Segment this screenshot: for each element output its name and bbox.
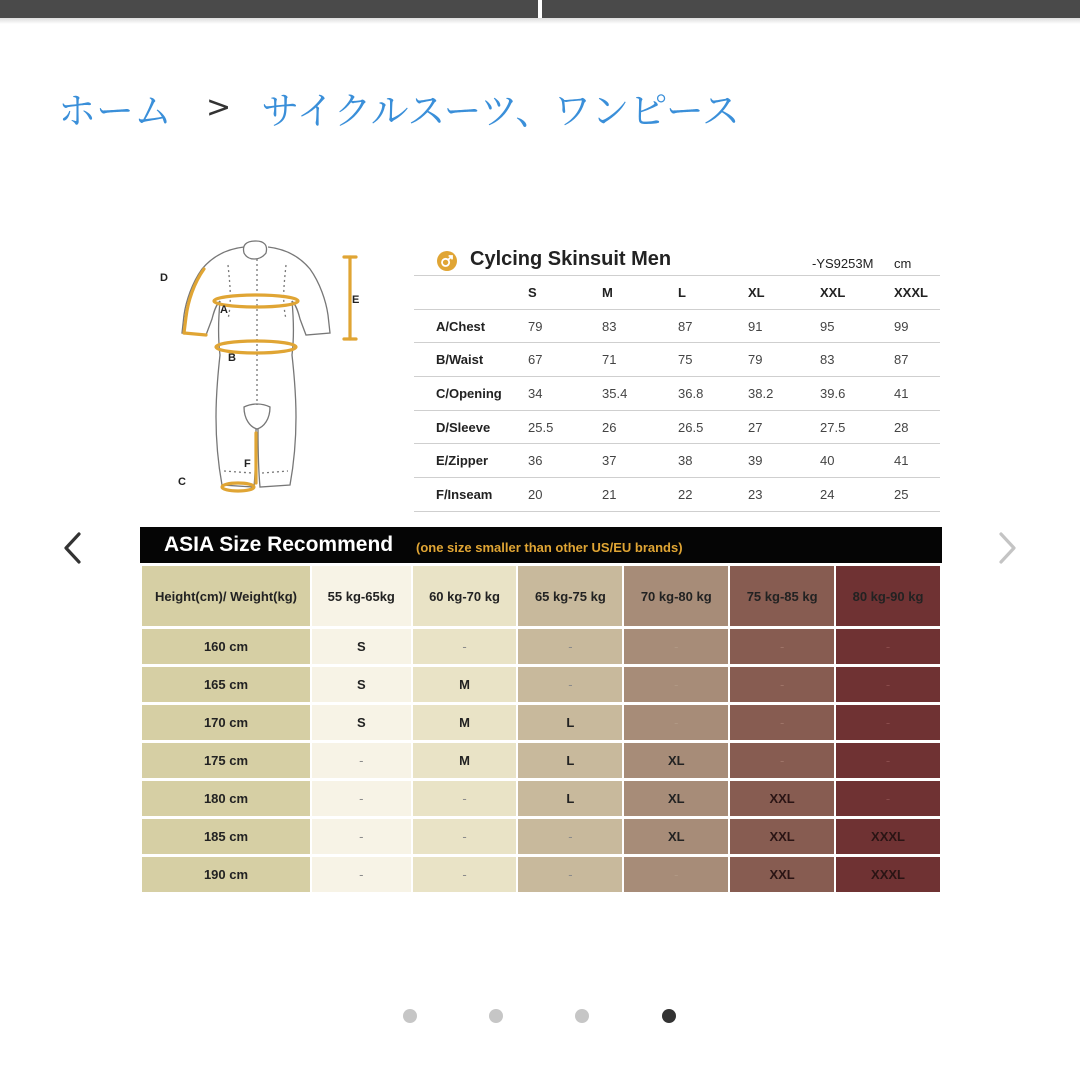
top-bar <box>0 0 1080 18</box>
asia-size-empty: - <box>359 829 364 844</box>
asia-size-cell <box>518 743 622 778</box>
asia-size-value: L <box>566 753 575 768</box>
asia-size-cell <box>312 857 411 892</box>
asia-size-cell <box>518 667 622 702</box>
spec-value: 71 <box>602 343 678 377</box>
spec-value: 79 <box>528 309 602 343</box>
label-c: C <box>178 476 186 488</box>
asia-size-cell <box>413 857 517 892</box>
spec-value: 41 <box>894 377 940 411</box>
asia-size-value: XXL <box>769 791 795 806</box>
asia-size-cell <box>836 629 940 664</box>
spec-header <box>414 235 942 275</box>
spec-row-label: A/Chest <box>414 309 528 343</box>
asia-size-empty: - <box>674 715 679 730</box>
skinsuit-measurement-diagram <box>158 235 368 503</box>
spec-value: 95 <box>820 309 894 343</box>
asia-height-cell: 170 cm <box>142 705 310 740</box>
spec-value: 36.8 <box>678 377 748 411</box>
asia-height-cell: 180 cm <box>142 781 310 816</box>
breadcrumb-category-link[interactable]: サイクルスーツ、ワンピース <box>261 88 740 133</box>
spec-row-label: F/Inseam <box>414 478 528 512</box>
asia-row <box>142 819 940 854</box>
spec-header-row <box>414 276 940 310</box>
asia-height-cell: 185 cm <box>142 819 310 854</box>
spec-row-label: D/Sleeve <box>414 410 528 444</box>
asia-size-cell <box>413 629 517 664</box>
asia-size-cell <box>413 819 517 854</box>
asia-height-cell: 165 cm <box>142 667 310 702</box>
asia-size-empty: - <box>674 867 679 882</box>
asia-size-value: M <box>459 715 470 730</box>
spec-value: 83 <box>602 309 678 343</box>
asia-size-empty: - <box>359 753 364 768</box>
spec-product-code: -YS9253M <box>812 256 874 271</box>
asia-size-value: S <box>356 715 366 730</box>
spec-value: 37 <box>602 444 678 478</box>
spec-row <box>414 410 940 444</box>
asia-size-empty: - <box>568 867 573 882</box>
asia-size-cell <box>836 743 940 778</box>
spec-size-header: XXL <box>820 276 894 310</box>
asia-size-value: S <box>356 639 366 654</box>
spec-value: 36 <box>528 444 602 478</box>
spec-value: 28 <box>894 410 940 444</box>
asia-height-cell: 160 cm <box>142 629 310 664</box>
asia-size-value: L <box>566 791 575 806</box>
spec-value: 26.5 <box>678 410 748 444</box>
asia-corner-cell: Height(cm)/ Weight(kg) <box>142 566 310 626</box>
label-b: B <box>228 352 236 364</box>
asia-size-value: XXL <box>769 829 795 844</box>
asia-size-cell <box>730 705 834 740</box>
asia-size-empty: - <box>674 639 679 654</box>
asia-size-value: XXXL <box>871 867 906 882</box>
asia-size-cell <box>312 781 411 816</box>
asia-size-empty: - <box>885 753 891 768</box>
asia-row <box>142 857 940 892</box>
asia-size-banner <box>140 527 942 563</box>
spec-value: 24 <box>820 478 894 512</box>
spec-row-label: C/Opening <box>414 377 528 411</box>
asia-size-empty: - <box>885 677 891 692</box>
spec-value: 41 <box>894 444 940 478</box>
spec-size-header: XL <box>748 276 820 310</box>
spec-measurement-table <box>414 275 940 512</box>
asia-header-row <box>142 566 940 626</box>
asia-size-empty: - <box>568 829 573 844</box>
asia-size-cell <box>730 667 834 702</box>
spec-value: 67 <box>528 343 602 377</box>
label-a: A <box>220 304 228 316</box>
asia-size-cell <box>624 629 728 664</box>
asia-size-value: XL <box>667 753 685 768</box>
asia-size-cell <box>624 667 728 702</box>
asia-size-value: XXL <box>769 867 795 882</box>
spec-value: 91 <box>748 309 820 343</box>
asia-size-title: ASIA Size Recommend <box>164 533 394 556</box>
spec-row <box>414 444 940 478</box>
asia-size-cell <box>730 743 834 778</box>
spec-value: 40 <box>820 444 894 478</box>
asia-size-cell <box>312 629 411 664</box>
spec-title: Cylcing Skinsuit Men <box>470 248 672 270</box>
carousel-dot[interactable] <box>489 1009 503 1023</box>
carousel-dot[interactable] <box>403 1009 417 1023</box>
asia-size-cell <box>413 781 517 816</box>
asia-size-empty: - <box>568 677 573 692</box>
skinsuit-outline <box>158 235 368 503</box>
asia-size-cell <box>836 819 940 854</box>
spec-size-header: M <box>602 276 678 310</box>
spec-row-label: B/Waist <box>414 343 528 377</box>
asia-size-cell <box>518 857 622 892</box>
asia-size-cell <box>413 667 517 702</box>
spec-row <box>414 478 940 512</box>
asia-size-empty: - <box>779 677 785 692</box>
spec-value: 25.5 <box>528 410 602 444</box>
asia-size-cell <box>518 629 622 664</box>
asia-size-empty: - <box>359 867 364 882</box>
spec-value: 75 <box>678 343 748 377</box>
spec-value: 20 <box>528 478 602 512</box>
carousel-prev-button[interactable] <box>52 524 92 572</box>
spec-value: 99 <box>894 309 940 343</box>
spec-value: 39.6 <box>820 377 894 411</box>
asia-size-cell <box>624 781 728 816</box>
asia-row <box>142 629 940 664</box>
male-symbol-icon <box>436 250 458 272</box>
asia-size-cell <box>312 667 411 702</box>
asia-row <box>142 705 940 740</box>
spec-value: 34 <box>528 377 602 411</box>
asia-size-cell <box>836 667 940 702</box>
asia-size-empty: - <box>462 791 467 806</box>
carousel-dot[interactable] <box>575 1009 589 1023</box>
asia-weight-header: 80 kg-90 kg <box>836 566 940 626</box>
spec-row <box>414 377 940 411</box>
spec-value: 21 <box>602 478 678 512</box>
spec-value: 22 <box>678 478 748 512</box>
spec-value: 27.5 <box>820 410 894 444</box>
spec-value: 35.4 <box>602 377 678 411</box>
spec-corner-cell <box>414 276 528 310</box>
asia-size-value: M <box>459 753 470 768</box>
spec-unit: cm <box>894 256 912 271</box>
spec-row <box>414 343 940 377</box>
spec-row-label: E/Zipper <box>414 444 528 478</box>
spec-value: 87 <box>894 343 940 377</box>
asia-size-value: XL <box>667 829 685 844</box>
asia-weight-header: 75 kg-85 kg <box>730 566 834 626</box>
asia-weight-header: 65 kg-75 kg <box>518 566 622 626</box>
asia-size-cell <box>836 705 940 740</box>
asia-size-cell <box>730 819 834 854</box>
spec-value: 83 <box>820 343 894 377</box>
breadcrumb-home-link[interactable]: ホーム <box>58 88 173 133</box>
spec-value: 26 <box>602 410 678 444</box>
label-f: F <box>244 458 251 470</box>
asia-height-cell: 190 cm <box>142 857 310 892</box>
asia-row <box>142 781 940 816</box>
spec-row <box>414 309 940 343</box>
asia-size-cell <box>624 857 728 892</box>
carousel-slide-size-chart <box>140 225 942 901</box>
asia-size-cell <box>730 781 834 816</box>
label-e: E <box>352 294 360 306</box>
spec-value: 39 <box>748 444 820 478</box>
asia-size-cell <box>518 819 622 854</box>
asia-size-cell <box>836 857 940 892</box>
asia-size-empty: - <box>462 639 467 654</box>
chevron-left-icon <box>60 530 84 566</box>
asia-size-empty: - <box>462 829 467 844</box>
asia-size-empty: - <box>885 791 891 806</box>
breadcrumb <box>58 82 740 132</box>
asia-size-empty: - <box>462 867 467 882</box>
asia-size-value: XL <box>667 791 685 806</box>
asia-size-cell <box>624 819 728 854</box>
carousel-dot-active[interactable] <box>662 1009 676 1023</box>
asia-height-cell: 175 cm <box>142 743 310 778</box>
asia-size-table <box>140 563 942 895</box>
spec-value: 79 <box>748 343 820 377</box>
asia-size-cell <box>413 705 517 740</box>
spec-size-header: S <box>528 276 602 310</box>
label-d: D <box>160 272 168 284</box>
asia-size-empty: - <box>885 715 891 730</box>
asia-size-cell <box>518 781 622 816</box>
asia-size-empty: - <box>779 639 785 654</box>
spec-value: 25 <box>894 478 940 512</box>
spec-value: 38.2 <box>748 377 820 411</box>
asia-size-value: M <box>459 677 470 692</box>
asia-size-cell <box>312 705 411 740</box>
spec-value: 27 <box>748 410 820 444</box>
asia-size-empty: - <box>359 791 364 806</box>
asia-size-cell <box>312 819 411 854</box>
carousel-pagination <box>0 1008 1080 1024</box>
spec-value: 38 <box>678 444 748 478</box>
asia-size-cell <box>413 743 517 778</box>
top-bar-shadow <box>0 18 1080 24</box>
asia-size-value: L <box>566 715 575 730</box>
asia-row <box>142 743 940 778</box>
spec-value: 23 <box>748 478 820 512</box>
breadcrumb-separator: > <box>206 89 232 125</box>
asia-weight-header: 60 kg-70 kg <box>413 566 517 626</box>
spec-value: 87 <box>678 309 748 343</box>
spec-size-header: L <box>678 276 748 310</box>
asia-size-empty: - <box>674 677 679 692</box>
asia-size-cell <box>518 705 622 740</box>
chevron-right-icon <box>996 530 1020 566</box>
asia-row <box>142 667 940 702</box>
asia-size-cell <box>624 743 728 778</box>
asia-size-empty: - <box>568 639 573 654</box>
asia-size-cell <box>730 629 834 664</box>
asia-size-cell <box>624 705 728 740</box>
asia-size-empty: - <box>779 753 785 768</box>
asia-size-cell <box>312 743 411 778</box>
asia-size-cell <box>836 781 940 816</box>
asia-size-value: XXXL <box>871 829 906 844</box>
asia-size-empty: - <box>779 715 785 730</box>
asia-weight-header: 70 kg-80 kg <box>624 566 728 626</box>
asia-size-cell <box>730 857 834 892</box>
top-bar-divider <box>538 0 542 18</box>
asia-size-value: S <box>356 677 366 692</box>
spec-size-header: XXXL <box>894 276 940 310</box>
carousel-next-button[interactable] <box>988 524 1028 572</box>
asia-table-body <box>142 629 940 892</box>
asia-size-note: (one size smaller than other US/EU brands) <box>416 540 683 555</box>
asia-size-empty: - <box>885 639 891 654</box>
asia-weight-header: 55 kg-65kg <box>312 566 411 626</box>
